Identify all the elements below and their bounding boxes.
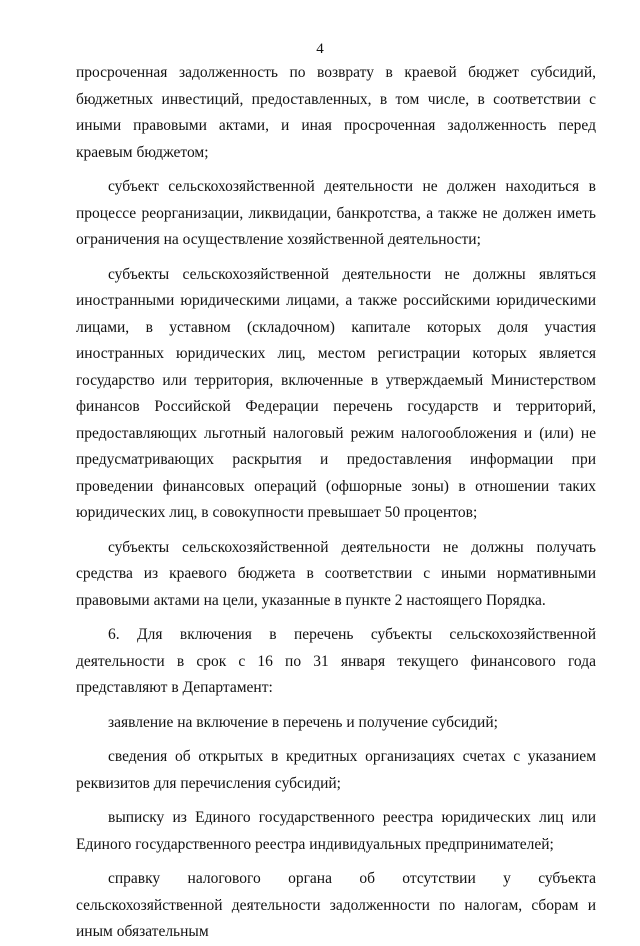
paragraph-reorganization: субъект сельскохозяйственной деятельности не должен находиться в процессе реорганизации, ликвидации, банкротства, а также не должен иметь ограничения на осуществление хозяйственной деятельности; bbox=[76, 178, 596, 248]
page-number: 4 bbox=[316, 41, 324, 57]
paragraph-tax-certificate: справку налогового органа об отсутствии у субъекта сельскохозяйственной деятельности задолженности по налогам, сборам и иным обязательным bbox=[76, 870, 596, 940]
paragraph-application: заявление на включение в перечень и получение субсидий; bbox=[108, 713, 498, 731]
paragraph-bank-accounts: сведения об открытых в кредитных организациях счетах с указанием реквизитов для перечисления субсидий; bbox=[76, 748, 596, 792]
paragraph-foreign-entities: субъекты сельскохозяйственной деятельности не должны являться иностранными юридическими лицами, а также российскими юридическими лицами, в уставном (складочном) капитале которых доля участия иностранных юридических лиц, местом регистрации которых является государство или территория, включенные в утверждаемый Министерством финансов Российской Федерации перечень государств и территорий, предоставляющих льготный налоговый режим налогообложения и (или) не предусматривающих раскрытия и предоставления информации при проведении финансовых операций (офшорные зоны) в отношении таких юридических лиц, в совокупности превышает 50 процентов; bbox=[76, 265, 596, 521]
document-body bbox=[76, 60, 596, 946]
paragraph-registry-extract: выписку из Единого государственного реестра юридических лиц или Единого государственного реестра индивидуальных предпринимателей; bbox=[76, 809, 596, 853]
paragraph-section-6: 6. Для включения в перечень субъекты сельскохозяйственной деятельности в срок с 16 по 31 января текущего финансового года представляют в Департамент: bbox=[76, 626, 596, 696]
paragraph-other-funds: субъекты сельскохозяйственной деятельности не должны получать средства из краевого бюджета в соответствии с иными нормативными правовыми актами на цели, указанные в пункте 2 настоящего Порядка. bbox=[76, 538, 596, 609]
paragraph-overdue-debt: просроченная задолженность по возврату в краевой бюджет субсидий, бюджетных инвестиций, предоставленных, в том числе, в соответствии с иными правовыми актами, и иная просроченная задолженность перед краевым бюджетом; bbox=[76, 64, 596, 161]
